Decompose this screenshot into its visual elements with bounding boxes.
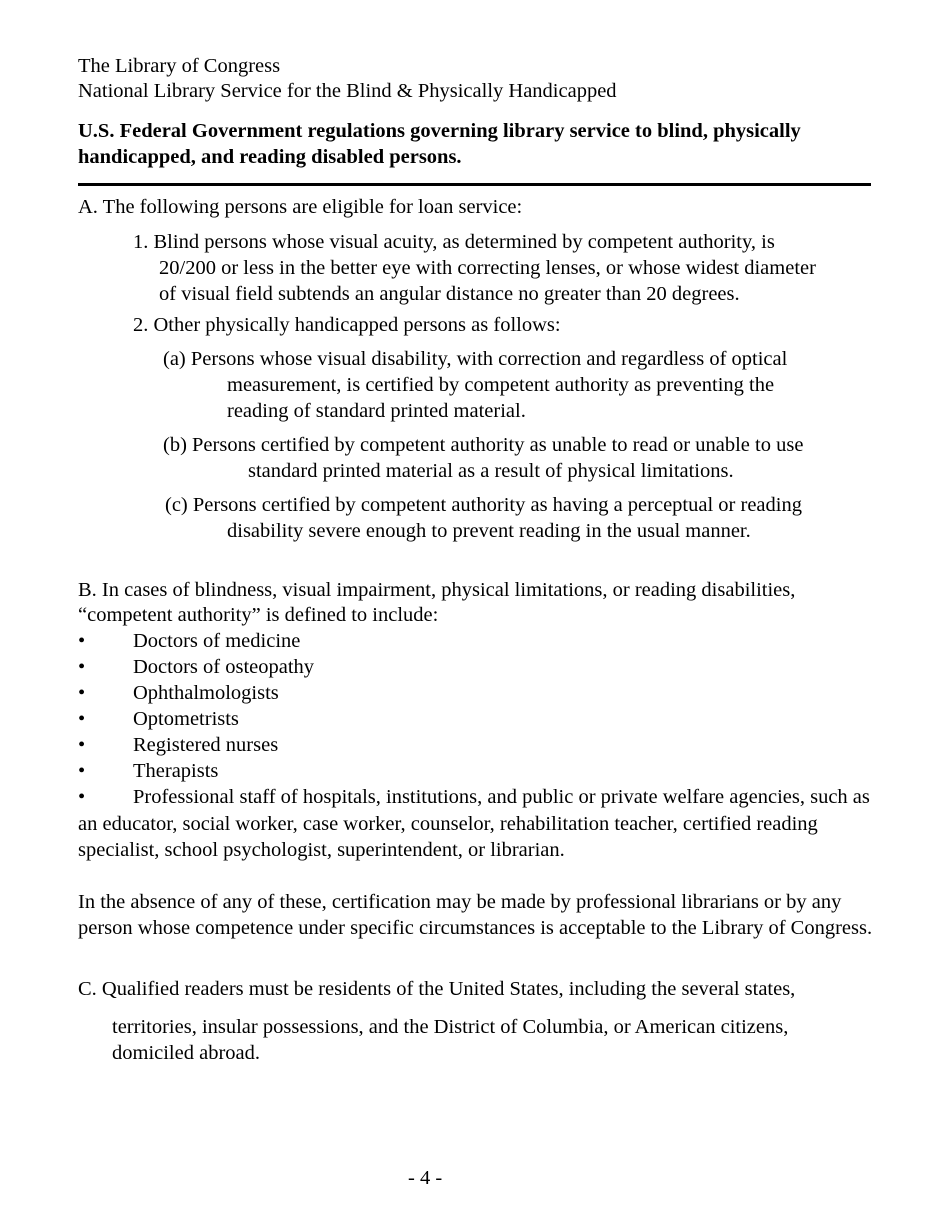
section-a-sub-c: (c) Persons certified by competent authority as having a perceptual or reading [165, 494, 802, 516]
bullet-icon: • [78, 786, 86, 808]
section-a-sub-b: standard printed material as a result of physical limitations. [248, 460, 734, 482]
section-a-item1: 1. Blind persons whose visual acuity, as determined by competent authority, is [133, 231, 775, 253]
section-a-heading: A. The following persons are eligible for loan service: [78, 196, 523, 218]
absence-paragraph: In the absence of any of these, certification may be made by professional librarians or by any [78, 891, 842, 913]
bullet-icon: • [78, 630, 86, 652]
list-item: Doctors of osteopathy [133, 656, 315, 678]
section-a-sub-c: disability severe enough to prevent reading in the usual manner. [227, 520, 751, 542]
list-item: Doctors of medicine [133, 630, 301, 652]
title-divider [78, 183, 871, 186]
bullet-icon: • [78, 708, 86, 730]
list-item-professional: an educator, social worker, case worker, counselor, rehabilitation teacher, certified reading [78, 813, 818, 835]
section-a-sub-a: reading of standard printed material. [227, 400, 526, 422]
bullet-icon: • [78, 760, 86, 782]
document-title-line2: handicapped, and reading disabled persons. [78, 146, 462, 168]
absence-paragraph: person whose competence under specific circumstances is acceptable to the Library of Congress. [78, 917, 873, 939]
section-a-sub-a: measurement, is certified by competent authority as preventing the [227, 374, 775, 396]
list-item: Ophthalmologists [133, 682, 279, 704]
section-c: domiciled abroad. [112, 1042, 261, 1064]
section-a-item1: of visual field subtends an angular distance no greater than 20 degrees. [159, 283, 740, 305]
section-a-sub-a: (a) Persons whose visual disability, with correction and regardless of optical [163, 348, 788, 370]
bullet-icon: • [78, 682, 86, 704]
section-c: C. Qualified readers must be residents of the United States, including the several states, [78, 978, 796, 1000]
section-b-intro: “competent authority” is defined to include: [78, 604, 439, 626]
header-service: National Library Service for the Blind & Physically Handicapped [78, 80, 617, 102]
list-item-professional: Professional staff of hospitals, institutions, and public or private welfare agencies, such as [133, 786, 870, 808]
list-item-professional: specialist, school psychologist, superintendent, or librarian. [78, 839, 565, 861]
bullet-icon: • [78, 734, 86, 756]
section-b-intro: B. In cases of blindness, visual impairment, physical limitations, or reading disabilities, [78, 579, 796, 601]
page-number: - 4 - [408, 1167, 443, 1189]
list-item: Therapists [133, 760, 219, 782]
header-org: The Library of Congress [78, 55, 281, 77]
section-a-item1: 20/200 or less in the better eye with correcting lenses, or whose widest diameter [159, 257, 816, 279]
section-c: territories, insular possessions, and the District of Columbia, or American citizens, [112, 1016, 789, 1038]
bullet-icon: • [78, 656, 86, 678]
document-title-line1: U.S. Federal Government regulations governing library service to blind, physically [78, 120, 801, 142]
list-item: Optometrists [133, 708, 239, 730]
section-a-sub-b: (b) Persons certified by competent authority as unable to read or unable to use [163, 434, 804, 456]
list-item: Registered nurses [133, 734, 279, 756]
section-a-item2: 2. Other physically handicapped persons as follows: [133, 314, 561, 336]
